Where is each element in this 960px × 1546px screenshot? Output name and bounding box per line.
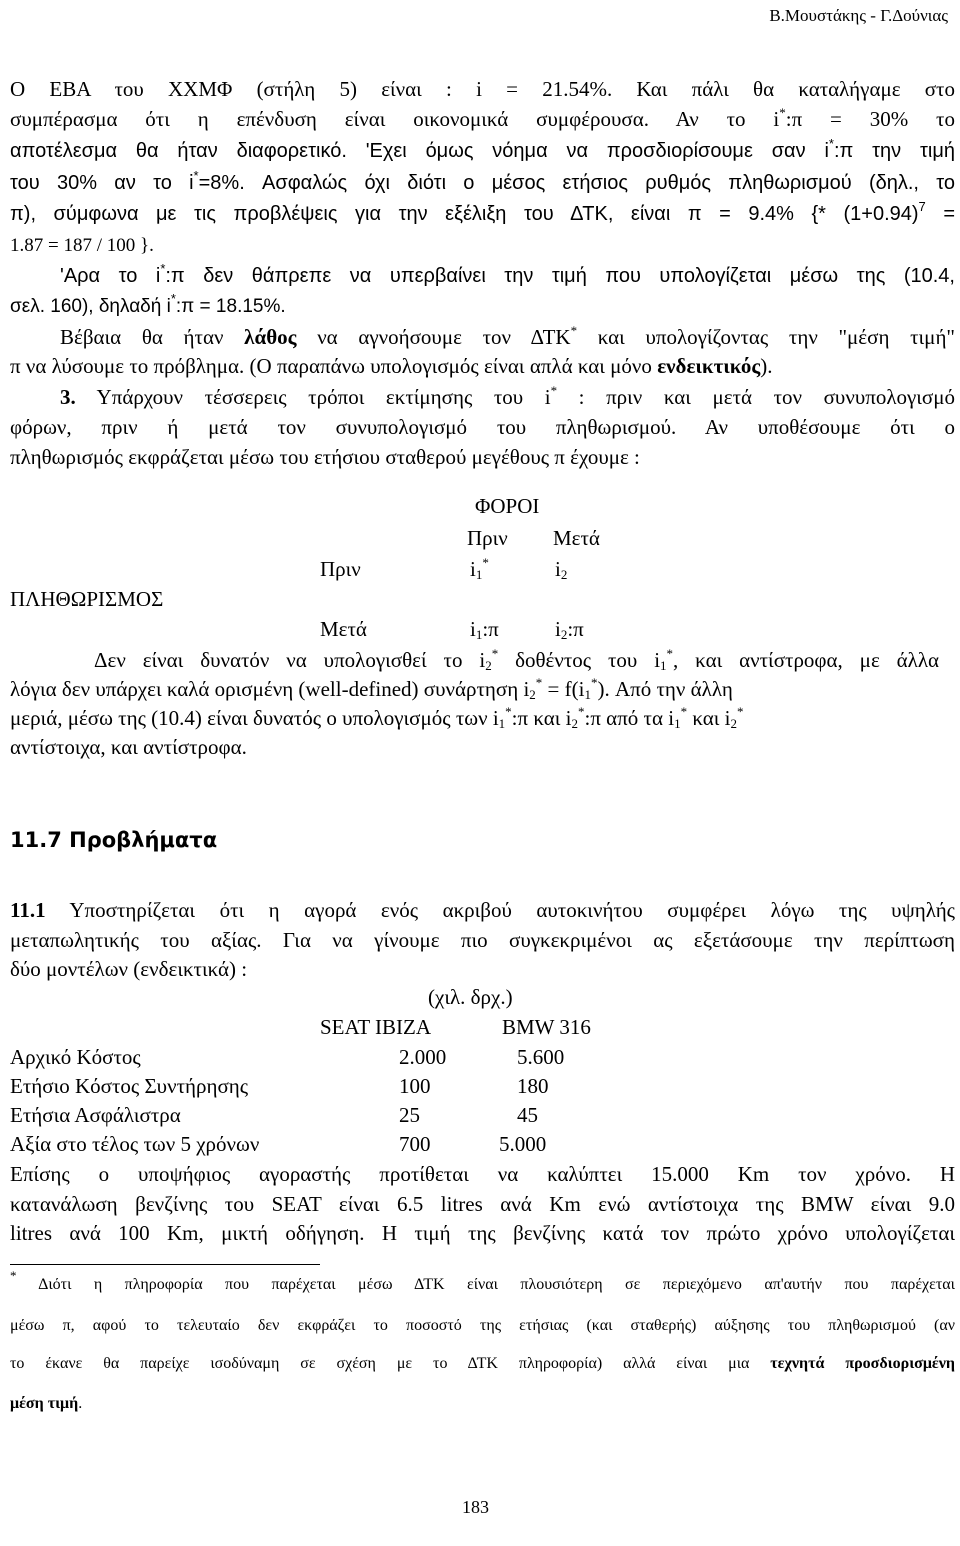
paragraph-1-line-6: 1.87 = 187 / 100 }. — [10, 235, 154, 256]
page-number: 183 — [462, 1497, 489, 1517]
paragraph-2-line-1: 3. Υπάρχουν τέσσερεις τρόποι εκτίμησης του i* : πριν και μετά τον συνυπολογισμό — [60, 383, 956, 409]
table-cell-bmw: 5.000 — [499, 1132, 547, 1156]
footnote-line-1: * Διότι η πληροφορία που παρέχεται μέσω ΔΤΚ είναι πλουσιότερη σε περιεχόμενο απ'αυτήν που παρέχεται — [10, 1268, 955, 1293]
footnote-line-3: το έκανε θα παρείχε ισοδύναμη σε σχέση με το ΔΤΚ πληροφορία) αλλά είναι μια τεχνητά προσδιορισμένη — [10, 1355, 956, 1372]
table-row-label: Ετήσιο Κόστος Συντήρησης — [10, 1074, 249, 1098]
paragraph-2-line-3: πληθωρισμός εκφράζεται μέσω του ετήσιου σταθερού μεγέθους π έχουμε : — [10, 445, 640, 469]
emphasis-lathos: λάθος — [244, 325, 297, 349]
table-col-bmw: BMW 316 — [502, 1015, 591, 1039]
emphasis-endeiktikos: ενδεικτικός — [657, 354, 761, 378]
paragraph-1-line-1: Ο ΕΒΑ του ΧΧΜΦ (στήλη 5) είναι : i = 21.54%. Και πάλι θα καταλήγαμε στο — [10, 77, 955, 101]
paragraph-4-line-3: litres ανά 100 Km, μικτή οδήγηση. Η τιμή της βενζίνης κατά τον πρώτο χρόνο υπολογίζεται — [10, 1221, 955, 1245]
paragraph-3-line-4: αντίστοιχα, και αντίστροφα. — [10, 735, 247, 759]
matrix-plithorismos-label: ΠΛΗΘΩΡΙΣΜΟΣ — [10, 587, 164, 611]
table-col-seat: SEAT IBIZA — [320, 1015, 432, 1039]
table-cell-seat: 25 — [399, 1103, 420, 1127]
table-row-label: Ετήσια Ασφάλιστρα — [10, 1103, 181, 1127]
matrix-cell-i2pi: $i_2:\pi$ — [555, 617, 584, 642]
table-row-label: Αξία στο τέλος των 5 χρόνων — [10, 1132, 260, 1156]
table-cell-seat: 700 — [399, 1132, 431, 1156]
matrix-cell-i1star: $i_1^*$ — [470, 555, 489, 582]
section-heading: 11.7 Προβλήματα — [10, 828, 218, 852]
table-cell-bmw: 5.600 — [517, 1045, 565, 1069]
paragraph-1-line-5: π), σύμφωνα με τις προβλέψεις για την εξέλιξη του ΔΤΚ, είναι π = 9.4% {* $(1+0.94)^7$ = — [10, 199, 955, 225]
paragraph-1-line-9: Βέβαια θα ήταν λάθος να αγνοήσουμε τον ΔΤΚ* και υπολογίζοντας την "μέση τιμή" — [60, 323, 955, 349]
matrix-row-prin: Πριν — [320, 557, 361, 581]
page-header: Β.Μουστάκης - Γ.Δούνιας — [769, 6, 948, 25]
table-row-label: Αρχικό Κόστος — [10, 1045, 141, 1069]
paragraph-1-line-2: συμπέρασμα ότι η επένδυση είναι οικονομικά συμφέρουσα. Αν το i*:π = 30% το — [10, 105, 955, 131]
footnote-line-4: μέση τιμή. — [10, 1395, 83, 1412]
paragraph-3-line-1: Δεν είναι δυνατόν να υπολογισθεί το $i_2^*$ δοθέντος του $i_1^*$, και αντίστροφα, με άλλα — [94, 646, 940, 673]
problem-line-3: δύο μοντέλων (ενδεικτικά) : — [10, 957, 248, 981]
footnote-separator — [10, 1264, 320, 1265]
footnote-line-2: μέσω π, αφού το τελευταίο δεν εκφράζει το ποσοστό της ετήσιας (και σταθερής) αύξησης του πληθωρισμού (αν — [10, 1317, 955, 1334]
paragraph-1-line-3: αποτέλεσμα θα ήταν διαφορετικό. 'Εχει όμως νόημα να προσδιορίσουμε σαν i*:π την τιμή — [10, 136, 955, 162]
paragraph-1-line-8: σελ. 160), δηλαδή i*:π = 18.15%. — [10, 291, 286, 317]
matrix-cell-i1pi: $i_1:\pi$ — [470, 617, 499, 642]
table-cell-bmw: 45 — [517, 1103, 538, 1127]
table-cell-seat: 100 — [399, 1074, 431, 1098]
matrix-foroi-label: ΦΟΡΟΙ — [475, 494, 540, 518]
matrix-col-prin: Πριν — [467, 526, 508, 550]
table-unit: (χιλ. δρχ.) — [428, 985, 513, 1009]
paragraph-4-line-1: Επίσης ο υποψήφιος αγοραστής προτίθεται να καλύπτει 15.000 Km τον χρόνο. Η — [10, 1162, 955, 1186]
problem-line-1: 11.1 Υποστηρίζεται ότι η αγορά ενός ακριβού αυτοκινήτου συμφέρει λόγω της υψηλής — [10, 898, 955, 922]
matrix-col-meta: Μετά — [553, 526, 600, 550]
paragraph-3-line-2: λόγια δεν υπάρχει καλά ορισμένη (well-defined) συνάρτηση $i_2^* = f(i_1^*)$. Από την άλλη — [10, 675, 733, 702]
paragraph-2-line-2: φόρων, πριν ή μετά τον συνυπολογισμό του πληθωρισμού. Αν υποθέσουμε ότι ο — [10, 415, 955, 439]
problem-line-2: μεταπωλητικής του αξίας. Για να γίνουμε πιο συγκεκριμένοι ας εξετάσουμε την περίπτωση — [10, 928, 955, 952]
paragraph-1-line-7: 'Αρα το i*:π δεν θάπρεπε να υπερβαίνει την τιμή που υπολογίζεται μέσω της (10.4, — [60, 261, 955, 287]
matrix-row-meta: Μετά — [320, 617, 367, 641]
paragraph-4-line-2: κατανάλωση βενζίνης του SEAT είναι 6.5 litres ανά Km ενώ αντίστοιχα της BMW είναι 9.0 — [10, 1192, 955, 1216]
table-cell-seat: 2.000 — [399, 1045, 447, 1069]
table-cell-bmw: 180 — [517, 1074, 549, 1098]
paragraph-1-line-10: π να λύσουμε το πρόβλημα. (Ο παραπάνω υπολογισμός είναι απλά και μόνο ενδεικτικός). — [10, 354, 773, 378]
paragraph-3-line-3: μεριά, μέσω της (10.4) είναι δυνατός ο υπολογισμός των $i_1^*:\pi$ και $i_2^*:\pi$ από τα $i_1^*$ και $i_2^*$ — [10, 704, 744, 731]
paragraph-1-line-4: του 30% αν το i*=8%. Ασφαλώς όχι διότι ο μέσος ετήσιος ρυθμός πληθωρισμού (δηλ., το — [10, 168, 955, 194]
matrix-cell-i2: $i_2$ — [555, 557, 568, 582]
